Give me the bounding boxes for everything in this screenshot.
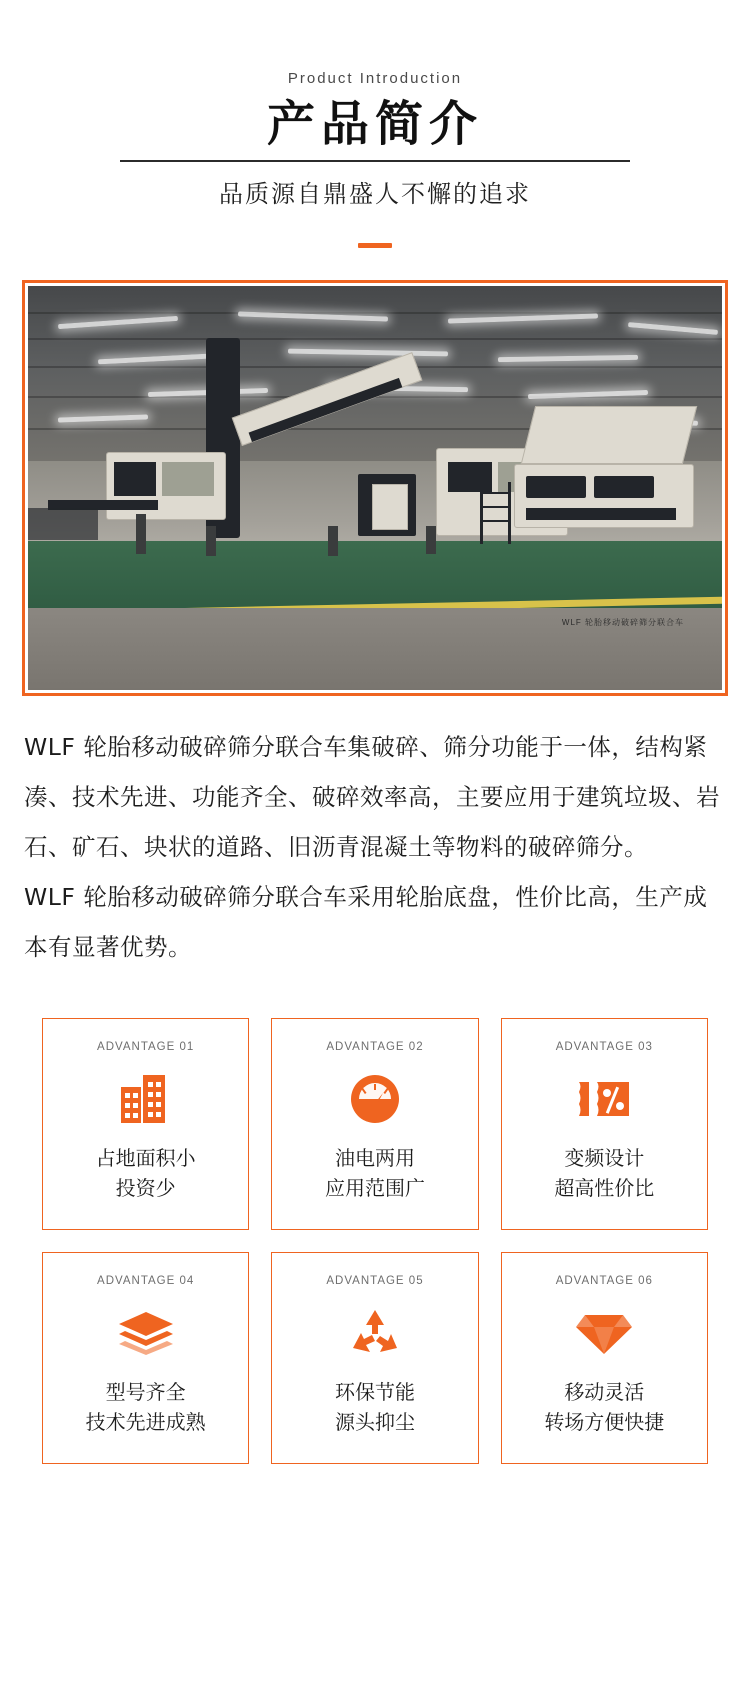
advantage-code: ADVANTAGE 06	[555, 1275, 653, 1288]
advantage-text	[86, 1377, 206, 1437]
divider-line	[120, 160, 630, 162]
gauge-icon	[349, 1071, 401, 1127]
advantage-text	[325, 1143, 425, 1203]
advantage-line-2: 应用范围广	[324, 1176, 425, 1201]
advantage-line-2: 超高性价比	[554, 1176, 655, 1201]
header-eyebrow: Product Introduction	[287, 70, 463, 87]
advantage-card-05[interactable]	[271, 1252, 478, 1464]
page-header	[0, 0, 750, 248]
advantage-grid	[42, 1018, 708, 1464]
advantage-line-2: 源头抑尘	[334, 1410, 415, 1435]
title-divider	[0, 160, 750, 162]
building-icon	[119, 1071, 173, 1127]
page-title: 产品简介	[266, 96, 483, 152]
accent-dash	[358, 243, 392, 248]
advantage-line-2: 投资少	[115, 1176, 176, 1201]
advantage-line-1: 油电两用	[334, 1146, 415, 1171]
advantage-code: ADVANTAGE 05	[326, 1275, 424, 1288]
hero-image	[28, 286, 722, 690]
intro-paragraph-1: WLF 轮胎移动破碎筛分联合车集破碎、筛分功能于一体，结构紧凑、技术先进、功能齐全、破碎效率高，主要应用于建筑垃圾、岩石、矿石、块状的道路、旧沥青混凝土等物料的破碎筛分。	[24, 733, 720, 862]
intro-copy	[24, 722, 726, 972]
advantage-code: ADVANTAGE 04	[97, 1275, 195, 1288]
advantage-line-1: 环保节能	[334, 1380, 415, 1405]
advantage-card-04[interactable]	[42, 1252, 249, 1464]
hero-image-frame	[22, 280, 728, 696]
advantage-code: ADVANTAGE 03	[555, 1041, 653, 1054]
machine-hopper	[521, 406, 697, 464]
advantage-text	[544, 1377, 664, 1437]
machine-label: WLF 轮胎移动破碎筛分联合车	[561, 618, 684, 628]
advantage-card-01[interactable]	[42, 1018, 249, 1230]
page-subtitle: 品质源自鼎盛人不懈的追求	[219, 180, 531, 209]
advantage-card-02[interactable]	[271, 1018, 478, 1230]
percent-tag-icon	[575, 1071, 633, 1127]
advantage-line-2: 转场方便快捷	[544, 1410, 665, 1435]
advantage-text	[335, 1377, 415, 1437]
recycle-icon	[349, 1305, 401, 1361]
advantage-line-1: 移动灵活	[564, 1380, 645, 1405]
advantage-code: ADVANTAGE 02	[326, 1041, 424, 1054]
advantage-code: ADVANTAGE 01	[97, 1041, 195, 1054]
advantage-card-06[interactable]	[501, 1252, 708, 1464]
diamond-icon	[575, 1305, 633, 1361]
advantage-card-03[interactable]	[501, 1018, 708, 1230]
advantage-line-1: 占地面积小	[95, 1146, 196, 1171]
advantage-line-1: 变频设计	[564, 1146, 645, 1171]
intro-paragraph-2: WLF 轮胎移动破碎筛分联合车采用轮胎底盘，性价比高，生产成本有显著优势。	[24, 883, 708, 962]
advantage-text	[554, 1143, 654, 1203]
layers-icon	[117, 1305, 175, 1361]
advantage-line-2: 技术先进成熟	[85, 1410, 206, 1435]
advantage-line-1: 型号齐全	[105, 1380, 186, 1405]
advantage-text	[96, 1143, 196, 1203]
